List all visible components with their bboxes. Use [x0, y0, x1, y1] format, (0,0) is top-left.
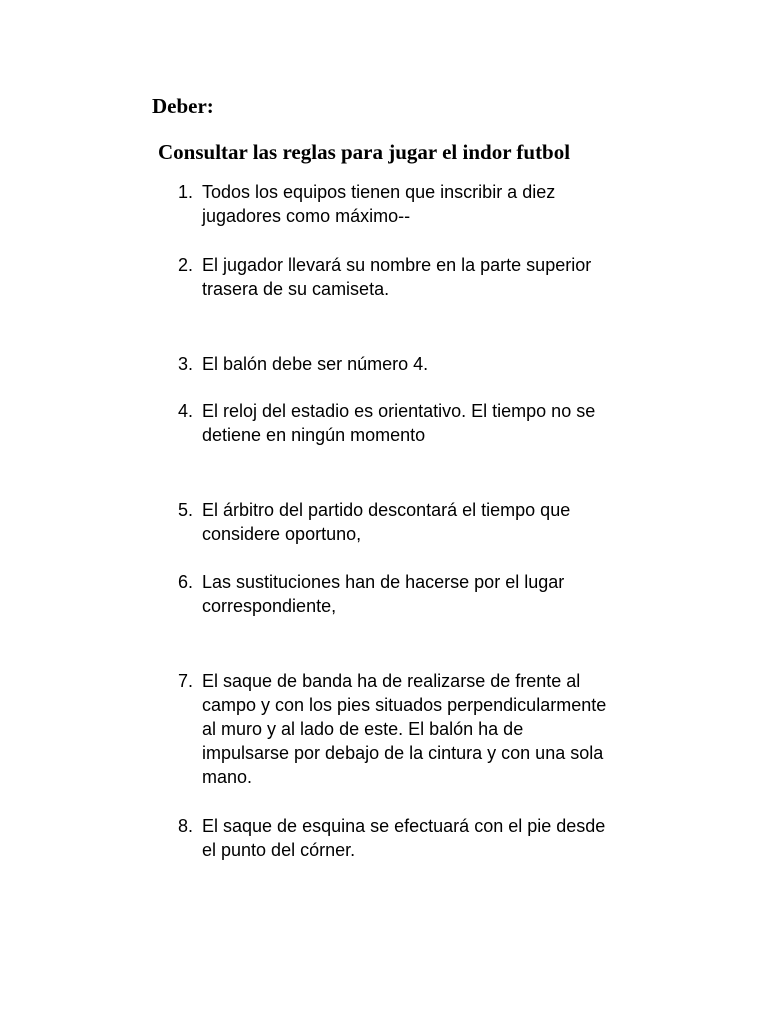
list-item-line: al muro y al lado de este. El balón ha de	[202, 719, 524, 739]
list-item-line: El árbitro del partido descontará el tiempo que	[202, 500, 571, 520]
list-item-line: Las sustituciones han de hacerse por el lugar	[202, 572, 565, 592]
list-item	[178, 498, 678, 546]
list-item-line: El reloj del estadio es orientativo. El tiempo no se	[202, 401, 596, 421]
list-item-line: El saque de esquina se efectuará con el pie desde	[202, 816, 606, 836]
list-item-text	[202, 570, 678, 618]
list-item	[178, 570, 678, 618]
list-item	[178, 669, 678, 789]
list-item-text	[202, 814, 678, 862]
list-item-number: 8.	[178, 816, 194, 836]
list-item	[178, 352, 678, 376]
list-item-line: el punto del córner.	[202, 840, 356, 860]
list-item-line: El jugador llevará su nombre en la parte superior	[202, 255, 592, 275]
list-item-text	[202, 498, 678, 546]
list-item-number: 1.	[178, 182, 194, 202]
list-item-line: jugadores como máximo--	[202, 206, 411, 226]
list-item-line: impulsarse por debajo de la cintura y con una sola	[202, 743, 604, 763]
list-item-text	[202, 253, 678, 301]
list-item-line: correspondiente,	[202, 596, 337, 616]
list-item	[178, 814, 678, 862]
list-item-number: 3.	[178, 354, 194, 374]
list-item-line: El saque de banda ha de realizarse de frente al	[202, 671, 581, 691]
list-item	[178, 399, 678, 447]
list-item-line: trasera de su camiseta.	[202, 279, 390, 299]
list-item-text	[202, 352, 678, 376]
list-item-number: 7.	[178, 671, 194, 691]
list-item-line: El balón debe ser número 4.	[202, 354, 429, 374]
list-item-text	[202, 180, 678, 228]
list-item-line: campo y con los pies situados perpendicularmente	[202, 695, 607, 715]
list-item-line: considere oportuno,	[202, 524, 362, 544]
document-heading: Deber:	[152, 94, 214, 118]
document-subheading: Consultar las reglas para jugar el indor futbol	[158, 140, 571, 164]
list-item-number: 2.	[178, 255, 194, 275]
list-item	[178, 180, 678, 228]
list-item-line: detiene en ningún momento	[202, 425, 426, 445]
list-item-line: mano.	[202, 767, 253, 787]
list-item-number: 6.	[178, 572, 194, 592]
list-item-number: 4.	[178, 401, 194, 421]
list-item	[178, 253, 678, 301]
list-item-text	[202, 399, 678, 447]
list-item-number: 5.	[178, 500, 194, 520]
list-item-text	[202, 669, 678, 789]
list-item-line: Todos los equipos tienen que inscribir a diez	[202, 182, 556, 202]
